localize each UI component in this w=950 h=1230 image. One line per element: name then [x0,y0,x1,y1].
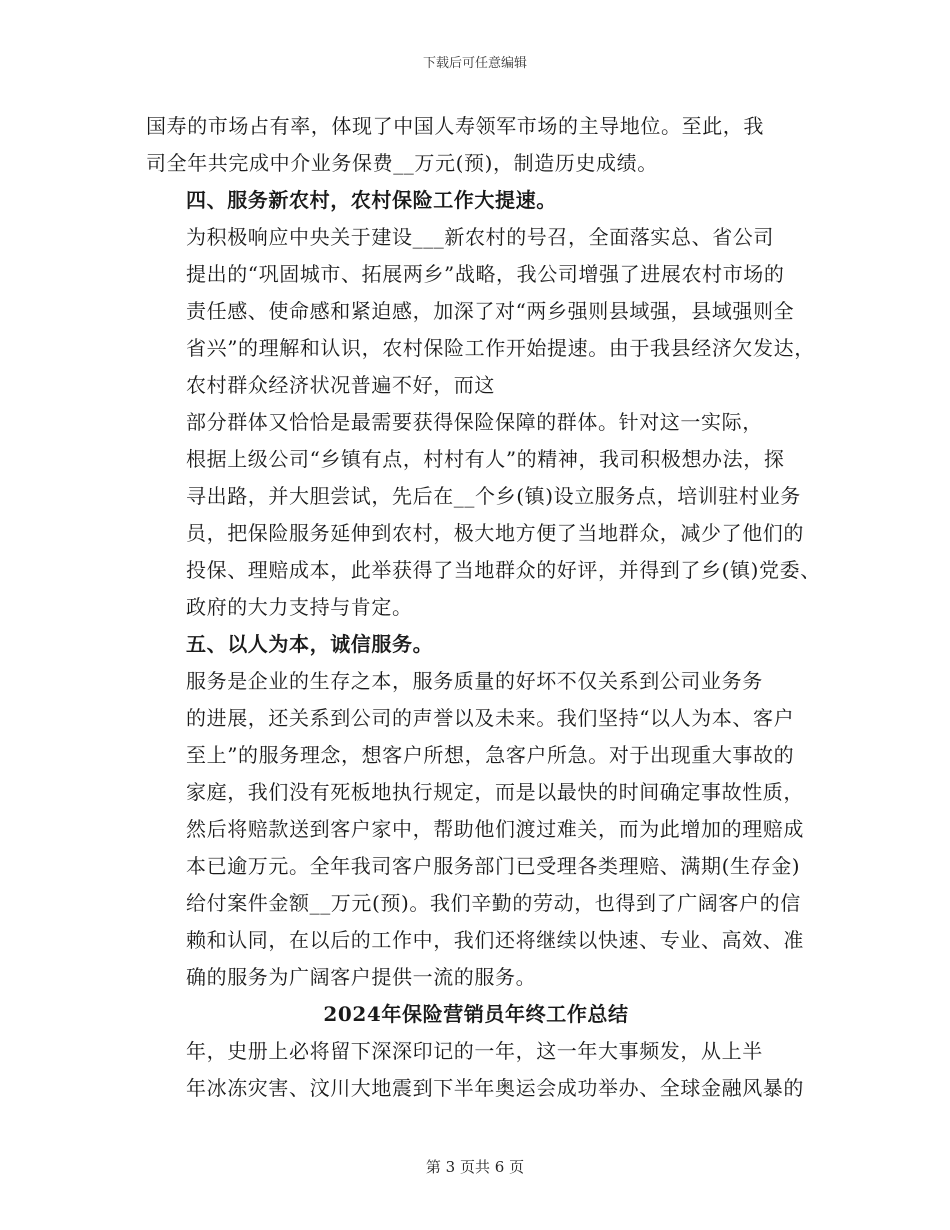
text-line: 为积极响应中央关于建设___新农村的号召，全面落实总、省公司 [186,225,774,249]
text-line: 然后将赔款送到客户家中，帮助他们渡过难关，而为此增加的理赔成 [186,817,804,841]
text-line: 本已逾万元。全年我司客户服务部门已受理各类理赔、满期(生存金) [186,854,801,878]
paragraph-4 [146,663,806,996]
document-body [146,108,821,1107]
text-line: 司全年共完成中介业务保费__万元(预)，制造历史成绩。 [146,151,658,175]
text-line: 服务是企业的生存之本，服务质量的好坏不仅关系到公司业务务 [186,669,763,693]
text-line: 部分群体又恰恰是最需要获得保险保障的群体。针对这一实际， [186,410,763,434]
text-line: 年，史册上必将留下深深印记的一年，这一年大事频发，从上半 [186,1039,763,1063]
paragraph-1 [146,108,806,182]
text-line: 国寿的市场占有率，体现了中国人寿领军市场的主导地位。至此，我 [146,114,764,138]
heading-section-5: 五、以人为本，诚信服务。 [186,632,434,656]
text-line: 的进展，还关系到公司的声誉以及未来。我们坚持“以人为本、客户 [186,706,795,730]
text-line: 责任感、使命感和紧迫感，加深了对“两乡强则县域强，县域强则全 [186,299,795,323]
text-line: 员，把保险服务延伸到农村，极大地方便了当地群众，减少了他们的 [186,521,804,545]
section-title: 2024年保险营销员年终工作总结 [323,1002,629,1026]
text-line: 政府的大力支持与肯定。 [186,595,413,619]
text-line: 省兴”的理解和认识，农村保险工作开始提速。由于我县经济欠发达， [186,336,815,360]
text-line: 投保、理赔成本，此举获得了当地群众的好评，并得到了乡(镇)党委、 [186,558,821,582]
text-line: 年冰冻灾害、汶川大地震到下半年奥运会成功举办、全球金融风暴的 [186,1076,804,1100]
text-line: 给付案件金额__万元(预)。我们辛勤的劳动，也得到了广阔客户的信 [186,891,801,915]
page-header-note: 下载后可任意编辑 [422,56,527,71]
text-line: 至上”的服务理念，想客户所想，急客户所急。对于出现重大事故的 [186,743,795,767]
paragraph-5 [146,1033,806,1107]
heading-section-4: 四、服务新农村，农村保险工作大提速。 [186,188,557,212]
text-line: 寻出路，并大胆尝试，先后在__个乡(镇)设立服务点，培训驻村业务 [186,484,801,508]
text-line: 赖和认同，在以后的工作中，我们还将继续以快速、专业、高效、准 [186,928,804,952]
paragraph-3 [146,404,821,626]
paragraph-2 [146,219,815,404]
text-line: 农村群众经济状况普遍不好，而这 [186,373,495,397]
page-number-footer: 第 3 页共 6 页 [425,1158,525,1176]
text-line: 确的服务为广阔客户提供一流的服务。 [186,965,537,989]
text-line: 提出的“巩固城市、拓展两乡”战略，我公司增强了进展农村市场的 [186,262,785,286]
text-line: 根据上级公司“乡镇有点，村村有人”的精神，我司积极想办法，探 [186,447,785,471]
text-line: 家庭，我们没有死板地执行规定，而是以最快的时间确定事故性质， [186,780,804,804]
